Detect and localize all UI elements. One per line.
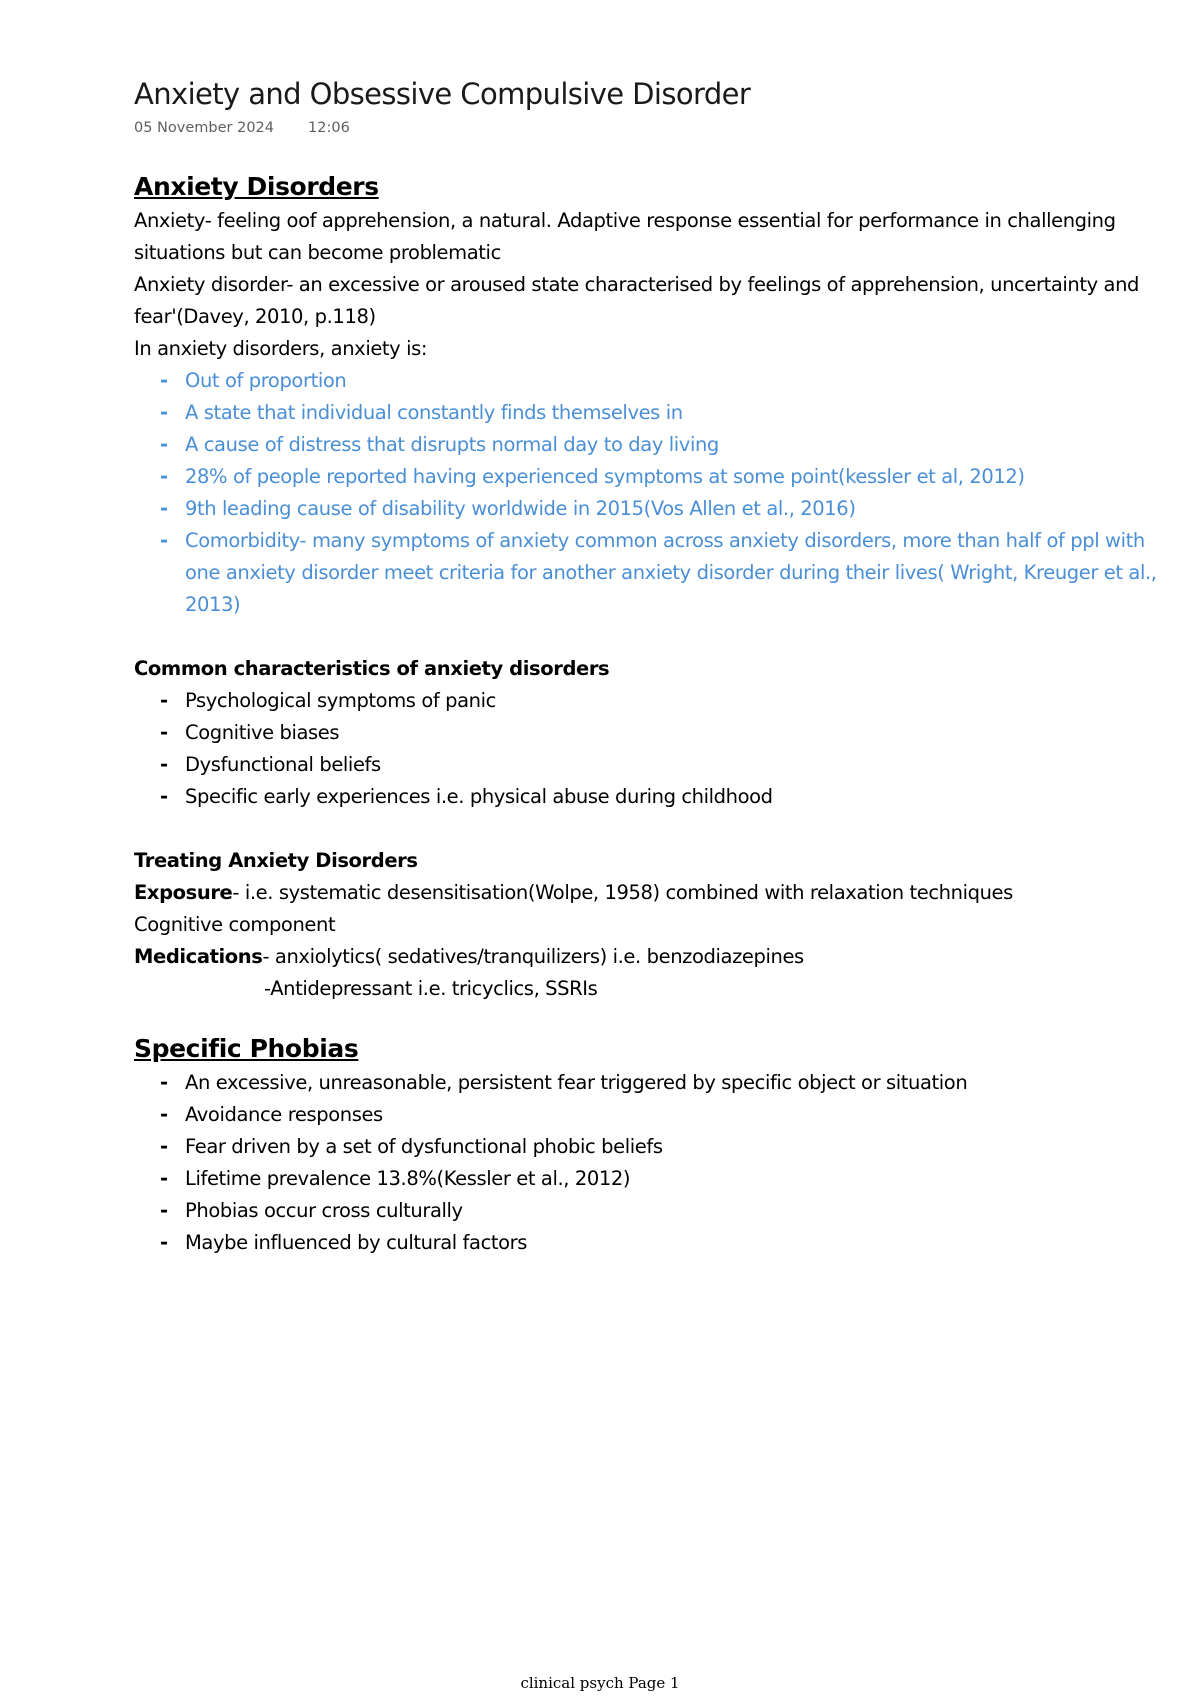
list-item: - Comorbidity- many symptoms of anxiety common across anxiety disorders, more than half of ppl with one anxiety disorder meet criteria for another anxiety disorder during their lives( Wright, Kreuger et al., 2013) — [160, 525, 1184, 621]
heading-treating-anxiety: Treating Anxiety Disorders — [134, 849, 418, 872]
heading-common-characteristics: Common characteristics of anxiety disorders — [134, 657, 610, 680]
list-item: - 9th leading cause of disability worldwide in 2015(Vos Allen et al., 2016) — [160, 493, 1184, 525]
list-item: - Maybe influenced by cultural factors — [160, 1227, 1184, 1259]
list-item: - Dysfunctional beliefs — [160, 749, 1184, 781]
list-item: - A cause of distress that disrupts normal day to day living — [160, 429, 1184, 461]
paragraph-medications — [134, 941, 1184, 973]
spacer — [134, 621, 1184, 653]
list-item: - Specific early experiences i.e. physical abuse during childhood — [160, 781, 1184, 813]
page-footer: clinical psych Page 1 — [520, 1674, 680, 1692]
paragraph-exposure — [134, 877, 1184, 909]
list-item: - Psychological symptoms of panic — [160, 685, 1184, 717]
heading-specific-phobias: Specific Phobias — [134, 1034, 359, 1063]
characteristics-bullet-list — [134, 685, 1184, 813]
list-item: - Out of proportion — [160, 365, 1184, 397]
paragraph-anxiety-is: In anxiety disorders, anxiety is: — [134, 337, 428, 360]
note-time: 12:06 — [308, 120, 350, 136]
anxiety-bullet-list — [134, 365, 1184, 621]
heading-anxiety-disorders: Anxiety Disorders — [134, 172, 379, 201]
note-date: 05 November 2024 — [134, 120, 275, 136]
list-item: - An excessive, unreasonable, persistent fear triggered by specific object or situation — [160, 1067, 1184, 1099]
phobias-bullet-list — [134, 1067, 1184, 1259]
list-item: - A state that individual constantly finds themselves in — [160, 397, 1184, 429]
list-item: - Avoidance responses — [160, 1099, 1184, 1131]
exposure-label: Exposure — [134, 881, 233, 904]
paragraph-cognitive: Cognitive component — [134, 913, 336, 936]
list-item: - Phobias occur cross culturally — [160, 1195, 1184, 1227]
spacer — [134, 813, 1184, 845]
paragraph-anxiety-definition: Anxiety- feeling oof apprehension, a natural. Adaptive response essential for performance in challenging situations but can become problematic — [134, 209, 1116, 264]
page-title: Anxiety and Obsessive Compulsive Disorder — [134, 77, 751, 111]
medications-label: Medications — [134, 945, 263, 968]
list-item: - Fear driven by a set of dysfunctional phobic beliefs — [160, 1131, 1184, 1163]
list-item: - 28% of people reported having experienced symptoms at some point(kessler et al, 2012) — [160, 461, 1184, 493]
list-item: - Cognitive biases — [160, 717, 1184, 749]
note-timestamp — [134, 117, 1184, 139]
paragraph-anxiety-disorder-definition: Anxiety disorder- an excessive or aroused state characterised by feelings of apprehension, uncertainty and fear'(Davey, 2010, p.118) — [134, 273, 1140, 328]
page-content — [134, 74, 1184, 1259]
medications-text: - anxiolytics( sedatives/tranquilizers) i.e. benzodiazepines — [262, 945, 804, 968]
list-item: - Lifetime prevalence 13.8%(Kessler et al., 2012) — [160, 1163, 1184, 1195]
paragraph-antidepressant: -Antidepressant i.e. tricyclics, SSRIs — [264, 977, 598, 1000]
exposure-text: - i.e. systematic desensitisation(Wolpe, 1958) combined with relaxation techniques — [232, 881, 1013, 904]
